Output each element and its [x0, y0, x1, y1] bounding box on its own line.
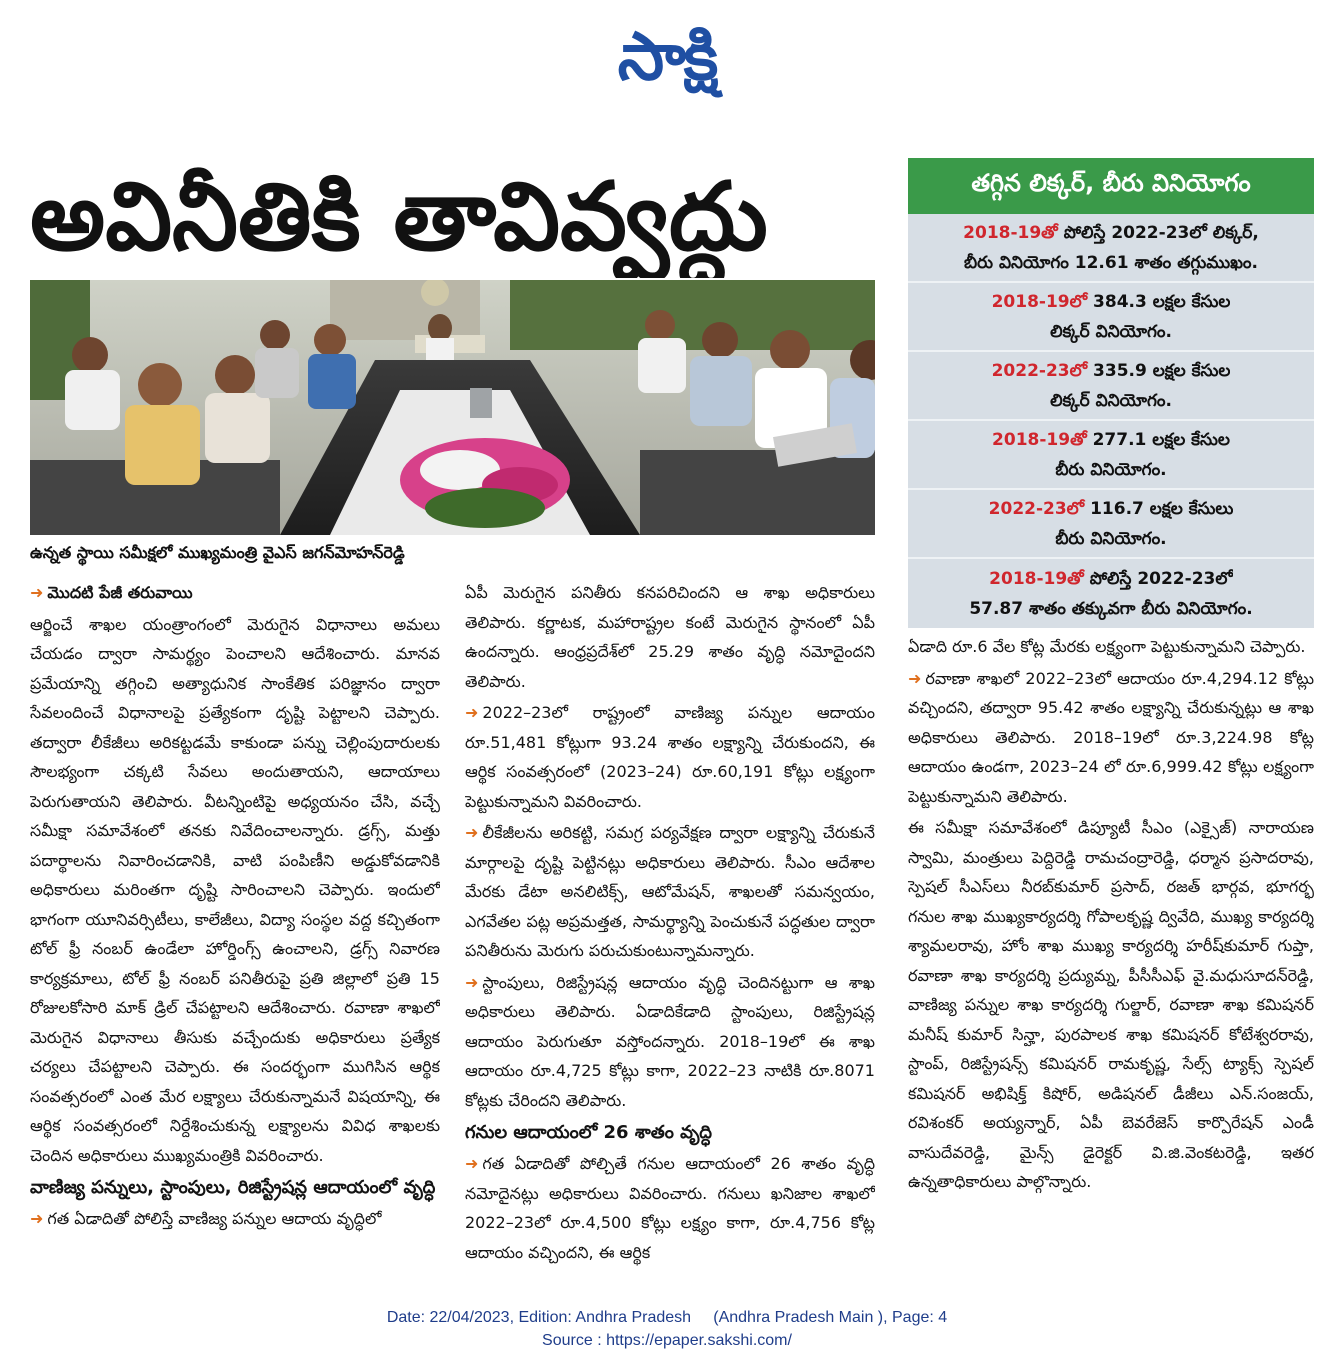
- stat-item: [908, 283, 1314, 352]
- footer-source[interactable]: Source : https://epaper.sakshi.com/: [542, 1332, 792, 1349]
- arrow-icon: ➜: [465, 972, 479, 992]
- stat-item: [908, 421, 1314, 490]
- headline: అవినీతికి తావివ్వద్దు: [30, 163, 768, 272]
- continued-label: మొదటి పేజీ తరువాయి: [47, 583, 193, 602]
- article-paragraph: గత ఏడాదితో పోల్చితే గనుల ఆదాయంలో 26 శాతం వృద్ధి నమోదైనట్లు అధికారులు వివరించారు. గనులు ఖనిజాల శాఖలో 2022–23లో రూ.4,500 కోట్లు లక్ష్యం కాగా, రూ.4,756 కోట్ల ఆదాయం వచ్చిందని, ఈ ఆర్థిక: [465, 1154, 875, 1262]
- photo-caption: ఉన్నత స్థాయి సమీక్షలో ముఖ్యమంత్రి వైఎస్‌ జగన్‌మోహన్‌రెడ్డి: [30, 543, 405, 562]
- footer-date-edition: Date: 22/04/2023, Edition: Andhra Pradesh (Andhra Pradesh Main ), Page: 4: [386, 1309, 948, 1326]
- stat-line2: బీరు వినియోగం.: [1055, 528, 1167, 549]
- article-paragraph: స్టాంపులు, రిజిస్ట్రేషన్ల ఆదాయం వృద్ధి చెందినట్టుగా ఆ శాఖ అధికారులు తెలిపారు. ఏడాదికేడాది స్టాంపులు, రిజిస్ట్రేషన్ల ఆదాయం పెరుగుతూ వస్తోందన్నారు. 2018–19లో ఈ శాఖ ఆదాయం రూ.4,725 కోట్లు కాగా, 2022–23 నాటికి రూ.8071 కోట్లకు చేరిందని తెలిపారు.: [465, 972, 875, 1110]
- arrow-icon: ➜: [30, 583, 44, 602]
- stat-line1: 335.9 లక్షల కేసుల: [1087, 360, 1231, 381]
- article-column-3: [908, 632, 1314, 1278]
- stat-year: 2018-19లో: [991, 291, 1088, 312]
- page-footer: [0, 1306, 1334, 1352]
- arrow-icon: ➜: [465, 823, 479, 842]
- article-paragraph: ఆర్జించే శాఖల యంత్రాంగంలో మెరుగైన విధానాలు అమలు చేయడం ద్వారా సామర్థ్యం పెంచాలని ఆదేశించారు. మానవ ప్రమేయాన్ని తగ్గించి అత్యాధునిక సాంకేతిక పరిజ్ఞానం ద్వారా సేవలందించే విధానాలపై ప్రత్యేకంగా దృష్టి పెట్టాలని చెప్పారు. తద్వారా లీకేజీలు అరికట్టడమే కాకుండా పన్ను చెల్లింపుదారులకు సౌలభ్యంగా చక్కటి సేవలు అందుతాయని, ఆదాయాలు పెరుగుతాయని తెలిపారు. వీటన్నింటిపై అధ్యయనం చేసి, వచ్చే సమీక్షా సమావేశంలో తనకు నివేదించాలన్నారు. డ్రగ్స్‌, మత్తు పదార్థాలను నివారించడానికి, వాటి పంపిణీని అడ్డుకోవడానికి అధికారులు మరింతగా దృష్టి సారించాలని చెప్పారు. ఇందులో భాగంగా యూనివర్సిటీలు, కాలేజీలు, విద్యా సంస్థల వద్ద కచ్చితంగా టోల్‌ ఫ్రీ నంబర్‌ ఉండేలా హోర్డింగ్స్‌ ఉంచాలని, డ్రగ్స్‌ నివారణ కార్యక్రమాలు, టోల్‌ ఫ్రీ నంబర్‌ పనితీరుపై ప్రతి జిల్లాలో ప్రతి 15 రోజులకోసారి మాక్‌ డ్రిల్‌ చేపట్టాలని ఆదేశించారు. రవాణా శాఖలో మెరుగైన విధానాలు తీసుకు వచ్చేందుకు అధికారులు ప్రత్యేక చర్యలు చేపట్టాలని చెప్పారు. ఈ సందర్భంగా ముగిసిన ఆర్థిక సంవత్సరంలో ఎంత మేర లక్ష్యాలు చేరుకున్నామనే విషయాన్ని, ఈ ఆర్థిక సంవత్సరంలో నిర్దేశించుకున్న లక్ష్యాలను వివిధ శాఖలకు చెందిన అధికారులు ముఖ్యమంత్రికి వివరించారు.: [30, 614, 440, 1165]
- article-column-1: [30, 578, 440, 1278]
- stat-year: 2022-23లో: [991, 360, 1088, 381]
- article-paragraph: ఈ సమీక్షా సమావేశంలో డిప్యూటీ సీఎం (ఎక్సైజ్‌) నారాయణ స్వామి, మంత్రులు పెద్దిరెడ్డి రామచంద్రారెడ్డి, ధర్మాన ప్రసాదరావు, స్పెషల్‌ సీఎస్‌లు నీరబ్‌కుమార్‌ ప్రసాద్‌, రజత్‌ భార్గవ, భూగర్భ గనుల శాఖ ముఖ్యకార్యదర్శి గోపాలకృష్ణ ద్వివేది, ముఖ్య కార్యదర్శి శ్యామలరావు, హోం శాఖ ముఖ్య కార్యదర్శి హరీష్‌కుమార్‌ గుప్తా, రవాణా శాఖ కార్యదర్శి ప్రద్యుమ్న, పీసీసీఎఫ్‌ వై.మధుసూదన్‌రెడ్డి, వాణిజ్య పన్నుల శాఖ కార్యదర్శి గుల్జార్‌, రవాణా శాఖ కమిషనర్‌ మనీష్‌ కుమార్‌ సిన్హా, పురపాలక శాఖ కమిషనర్‌ కోటేశ్వరరావు, స్టాంప్‌, రిజిస్ట్రేషన్స్‌ కమిషనర్‌ రామకృష్ణ, సేల్స్‌ ట్యాక్స్‌ స్పెషల్‌ కమిషనర్‌ అభిషిక్త్‌ కిషోర్‌, అడిషనల్‌ డీజీలు ఎన్‌.సంజయ్‌, రవిశంకర్‌ అయ్యన్నార్‌, ఏపీ బెవరేజెస్‌ కార్పొరేషన్‌ ఎండీ వాసుదేవరెడ్డి, మైన్స్‌ డైరెక్టర్‌ వి.జి.వెంకటరెడ్డి, ఇతర ఉన్నతాధికారులు పాల్గొన్నారు.: [908, 818, 1314, 1191]
- logo-text: సాక్షి: [617, 18, 717, 95]
- arrow-icon: ➜: [908, 668, 922, 688]
- stat-line2: 57.87 శాతం తక్కువగా బీరు వినియోగం.: [969, 598, 1253, 619]
- article-paragraph: ఏడాది రూ.6 వేల కోట్ల మేరకు లక్ష్యంగా పెట్టుకున్నామని చెప్పారు.: [908, 637, 1306, 656]
- stat-item: [908, 214, 1314, 283]
- stat-line1: పోలిస్తే 2022-23లో లిక్కర్‌,: [1057, 222, 1259, 243]
- stat-line2: లిక్కర్‌ వినియోగం.: [1050, 390, 1172, 411]
- stat-line1: 116.7 లక్షల కేసులు: [1084, 498, 1234, 519]
- stat-year: 2022-23లో: [988, 498, 1085, 519]
- stat-year: 2018-19తో: [963, 222, 1058, 243]
- liquor-stats-box: [908, 158, 1314, 628]
- subheading: వాణిజ్య పన్నులు, స్టాంపులు, రిజిస్ట్రేషన్ల ఆదాయంలో వృద్ధి: [30, 1177, 436, 1198]
- stat-line1: 277.1 లక్షల కేసుల: [1086, 429, 1230, 450]
- article-paragraph: గత ఏడాదితో పోలిస్తే వాణిజ్య పన్నుల ఆదాయ వృద్ధిలో: [47, 1209, 382, 1228]
- stat-item: [908, 352, 1314, 421]
- article-paragraph: 2022–23లో రాష్ట్రంలో వాణిజ్య పన్నుల ఆదాయం రూ.51,481 కోట్లుగా 93.24 శాతం లక్ష్యాన్ని చేరుకుందని, ఈ ఆర్థిక సంవత్సరంలో (2023–24) రూ.60,191 కోట్లు లక్ష్యంగా పెట్టుకున్నామని వివరించారు.: [465, 703, 875, 811]
- subheading: గనుల ఆదాయంలో 26 శాతం వృద్ధి: [465, 1122, 713, 1143]
- meeting-photo-illustration: [30, 280, 875, 535]
- stat-line1: పోలిస్తే 2022-23లో: [1083, 568, 1233, 589]
- stat-year: 2018-19తో: [992, 429, 1087, 450]
- arrow-icon: ➜: [465, 703, 479, 722]
- meeting-photo: [30, 280, 875, 535]
- article-paragraph: లీకేజీలను అరికట్టి, సమగ్ర పర్యవేక్షణ ద్వారా లక్ష్యాన్ని చేరుకునే మార్గాలపై దృష్టి పెట్టినట్లు అధికారులు తెలిపారు. సీఎం ఆదేశాల మేరకు డేటా అనలిటిక్స్‌, ఆటోమేషన్‌, శాఖలతో సమన్వయం, ఎగవేతల పట్ల అప్రమత్తత, సామర్థ్యాన్ని పెంచుకునే పద్ధతుల ద్వారా పనితీరును మెరుగు పరుచుకుంటున్నామన్నారు.: [465, 823, 875, 960]
- masthead-logo: [0, 18, 1334, 111]
- liquor-stats-title: తగ్గిన లిక్కర్‌, బీరు వినియోగం: [908, 158, 1314, 214]
- stat-year: 2018-19తో: [989, 568, 1084, 589]
- article-paragraph: రవాణా శాఖలో 2022–23లో ఆదాయం రూ.4,294.12 కోట్లు వచ్చిందని, తద్వారా 95.42 శాతం లక్ష్యాన్ని చేరుకున్నట్లు ఆ శాఖ అధికారులు తెలిపారు. 2018–19లో రూ.3,224.98 కోట్ల ఆదాయం ఉండగా, 2023–24 లో రూ.6,999.42 కోట్లు లక్ష్యంగా పెట్టుకున్నామని తెలిపారు.: [908, 668, 1314, 806]
- stat-item: [908, 490, 1314, 559]
- stat-line2: లిక్కర్‌ వినియోగం.: [1050, 321, 1172, 342]
- arrow-icon: ➜: [465, 1154, 479, 1173]
- article-paragraph: ఏపీ మెరుగైన పనితీరు కనపరిచిందని ఆ శాఖ అధికారులు తెలిపారు. కర్ణాటక, మహారాష్ట్రల కంటే మెరుగైన స్థానంలో ఏపీ ఉందన్నారు. ఆంధ్రప్రదేశ్‌లో 25.29 శాతం వృద్ధి నమోదైందని తెలిపారు.: [465, 583, 875, 691]
- stat-line1: 384.3 లక్షల కేసుల: [1087, 291, 1231, 312]
- stat-item: [908, 559, 1314, 628]
- stat-line2: బీరు వినియోగం.: [1055, 459, 1167, 480]
- arrow-icon: ➜: [30, 1209, 44, 1228]
- stat-line2: బీరు వినియోగం 12.61 శాతం తగ్గుముఖం.: [963, 252, 1259, 273]
- article-column-2: [465, 578, 875, 1278]
